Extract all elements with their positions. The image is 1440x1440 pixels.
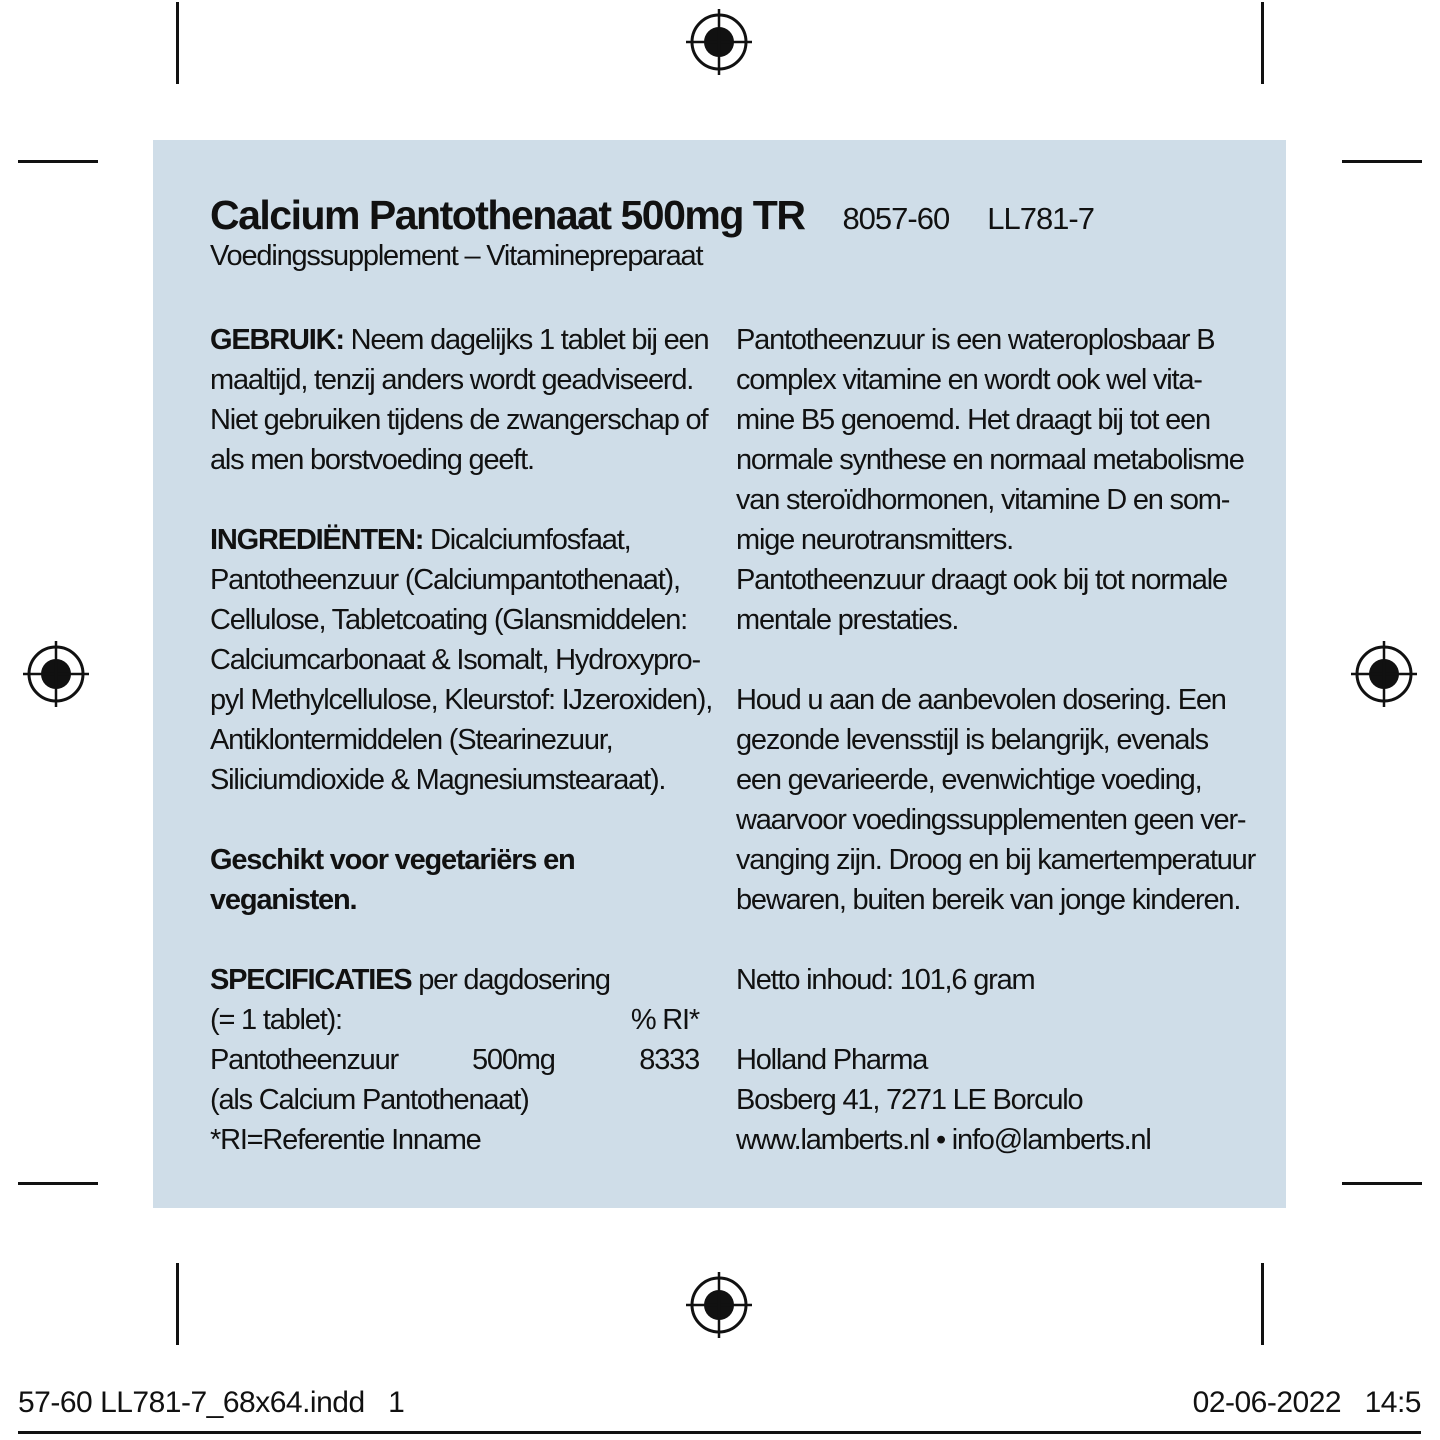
crop-mark-right-bottom xyxy=(1342,1182,1422,1185)
info-line: normale synthese en normaal metabolisme xyxy=(736,444,1244,476)
company-address: Bosberg 41, 7271 LE Borculo xyxy=(736,1084,1083,1116)
ingredients-line: INGREDIËNTEN: Dicalciumfosfaat, xyxy=(210,524,631,556)
usage-line: GEBRUIK: Neem dagelijks 1 tablet bij een xyxy=(210,324,709,356)
ingredients-line: Pantotheenzuur (Calciumpantothenaat), xyxy=(210,564,680,596)
advice-line: een gevarieerde, evenwichtige voeding, xyxy=(736,764,1202,796)
spec-source: (als Calcium Pantothenaat) xyxy=(210,1084,529,1116)
info-line: mige neurotransmitters. xyxy=(736,524,1014,556)
specs-dose: (= 1 tablet): xyxy=(210,1004,342,1036)
advice-line: bewaren, buiten bereik van jonge kinderen. xyxy=(736,884,1241,916)
article-code: 8057-60 xyxy=(842,201,950,236)
ingredients-line: Siliciumdioxide & Magnesiumstearaat). xyxy=(210,764,666,796)
registration-mark-icon xyxy=(684,7,754,77)
info-line: complex vitamine en wordt ook wel vita- xyxy=(736,364,1202,396)
slug-timestamp: 02-06-2022 14:5 xyxy=(1192,1386,1421,1419)
advice-line: gezonde levensstijl is belangrijk, evenals xyxy=(736,724,1208,756)
info-line: mentale prestaties. xyxy=(736,604,959,636)
info-line: Pantotheenzuur draagt ook bij tot normale xyxy=(736,564,1227,596)
info-line: Pantotheenzuur is een wateroplosbaar B xyxy=(736,324,1215,356)
usage-heading: GEBRUIK: xyxy=(210,324,344,356)
ingredients-line: Cellulose, Tabletcoating (Glansmiddelen: xyxy=(210,604,687,636)
ingredients-line: pyl Methylcellulose, Kleurstof: IJzeroxiden), xyxy=(210,684,713,716)
company-contact: www.lamberts.nl • info@lamberts.nl xyxy=(736,1124,1151,1156)
usage-line: Niet gebruiken tijdens de zwangerschap of xyxy=(210,404,708,436)
advice-line: waarvoor voedingssupplementen geen ver- xyxy=(736,804,1246,836)
crop-mark-top-right xyxy=(1261,2,1264,84)
product-subtitle: Voedingssupplement – Vitaminepreparaat xyxy=(210,240,703,272)
advice-line: vanging zijn. Droog en bij kamertemperatuur xyxy=(736,844,1256,876)
specs-heading: SPECIFICATIES xyxy=(210,964,412,996)
right-column xyxy=(736,320,1256,1160)
spec-name: Pantotheenzuur xyxy=(210,1044,398,1076)
company-name: Holland Pharma xyxy=(736,1044,928,1076)
crop-mark-top-left xyxy=(176,2,179,84)
crop-mark-right-top xyxy=(1342,160,1422,163)
ingredients-line: Calciumcarbonaat & Isomalt, Hydroxypro- xyxy=(210,644,700,676)
slug-file-info: 57-60 LL781-7_68x64.indd 1 xyxy=(18,1386,405,1419)
crop-mark-bottom-right xyxy=(1261,1263,1264,1345)
title-row xyxy=(210,192,1094,239)
crop-mark-left-top xyxy=(18,160,98,163)
label-code: LL781-7 xyxy=(987,201,1094,236)
ingredients-heading: INGREDIËNTEN: xyxy=(210,524,424,556)
registration-mark-icon xyxy=(21,639,91,709)
ingredients-line: Antiklontermiddelen (Stearinezuur, xyxy=(210,724,613,756)
specs-header-row xyxy=(210,1000,710,1040)
advice-line: Houd u aan de aanbevolen dosering. Een xyxy=(736,684,1226,716)
usage-line: maaltijd, tenzij anders wordt geadviseerd. xyxy=(210,364,694,396)
registration-mark-icon xyxy=(1349,639,1419,709)
info-line: van steroïdhormonen, vitamine D en som- xyxy=(736,484,1230,516)
crop-mark-bottom-left xyxy=(176,1263,179,1345)
slug-rule xyxy=(18,1431,1421,1434)
product-title: Calcium Pantothenaat 500mg TR xyxy=(210,192,805,238)
specs-heading-line: SPECIFICATIES per dagdosering xyxy=(210,964,610,996)
crop-mark-left-bottom xyxy=(18,1182,98,1185)
net-content: Netto inhoud: 101,6 gram xyxy=(736,964,1035,996)
vegetarian-line: veganisten. xyxy=(210,884,357,916)
info-line: mine B5 genoemd. Het draagt bij tot een xyxy=(736,404,1210,436)
spec-ri: 8333 xyxy=(639,1044,699,1076)
ri-footnote: *RI=Referentie Inname xyxy=(210,1124,481,1156)
usage-line: als men borstvoeding geeft. xyxy=(210,444,534,476)
registration-mark-icon xyxy=(684,1270,754,1340)
specs-ri-header: % RI* xyxy=(630,1004,699,1036)
vegetarian-line: Geschikt voor vegetariërs en xyxy=(210,844,575,876)
label-panel xyxy=(153,140,1286,1208)
spec-row xyxy=(210,1040,710,1080)
left-column xyxy=(210,320,713,1160)
spec-amount: 500mg xyxy=(472,1044,555,1076)
